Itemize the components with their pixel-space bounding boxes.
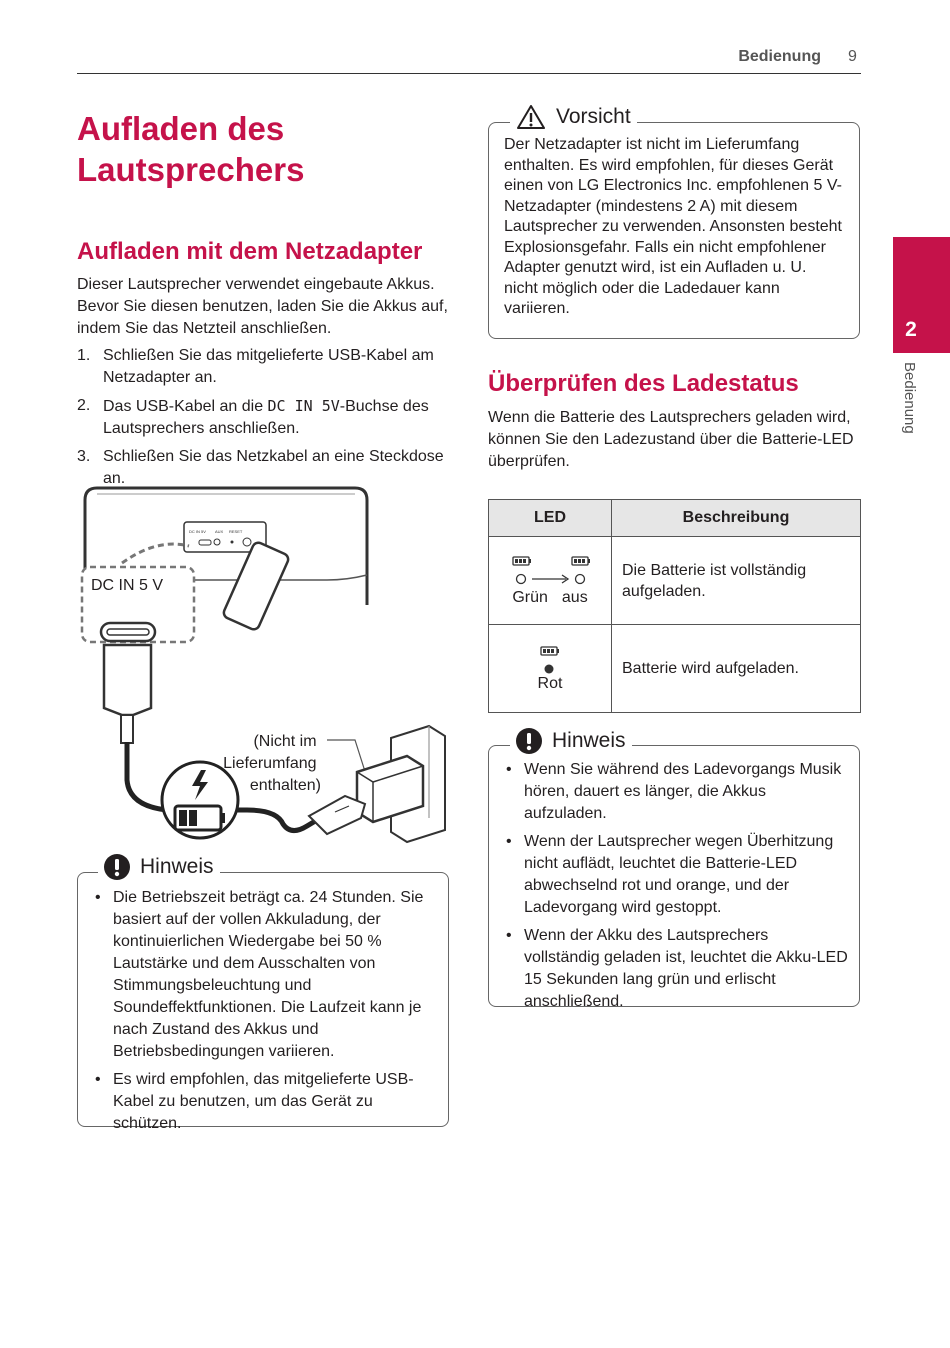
charging-illustration <box>77 480 457 845</box>
step-number: 1. <box>77 347 91 364</box>
step-number: 2. <box>77 397 91 414</box>
port-cover-flap <box>222 541 290 631</box>
step-item <box>77 395 457 440</box>
step-item <box>77 345 457 389</box>
adapter-note: (Nicht im Lieferumfang enthalten) <box>223 733 321 794</box>
note-item: • Wenn der Lautsprecher wegen Überhitzung nicht auflädt, leuchtet die Batterie-LED abwechselnd rot und orange, und der Ladevorgang wird gestoppt. <box>504 831 848 919</box>
note-title-right: Hinweis <box>552 729 626 752</box>
panel-label-aux: AUX <box>215 529 224 534</box>
usb-c-plug-tip <box>101 623 155 641</box>
table-row <box>489 625 861 713</box>
step-text-post: -Buchse des Lautsprechers anschließen. <box>103 398 429 437</box>
led-status-table <box>488 499 861 713</box>
usb-c-plug-body <box>104 645 151 715</box>
led-cell-full <box>489 537 612 625</box>
panel-label-dc: DC IN 5V <box>189 529 206 534</box>
note-list-right <box>504 759 848 1019</box>
table-header-row <box>489 500 861 537</box>
header-rule <box>77 73 861 74</box>
page-title: Aufladen des Lautsprechers <box>77 110 305 188</box>
exclamation-icon <box>516 728 542 754</box>
led-label-off: aus <box>561 588 588 606</box>
led-red-icon <box>535 645 565 675</box>
section-intro-netzadapter: Dieser Lautsprecher verwendet eingebaute Akkus. Bevor Sie diesen benutzen, laden Sie die Akkus auf, indem Sie das Netzteil anschließen. <box>77 276 448 337</box>
led-label-red: Rot <box>537 674 563 692</box>
warning-triangle-icon <box>516 104 546 130</box>
caution-title: Vorsicht <box>556 105 631 128</box>
note-title-left: Hinweis <box>140 855 214 878</box>
caution-text: Der Netzadapter ist nicht im Lieferumfang enthalten. Es wird empfohlen, für dieses Gerät einen von LG Electronics Inc. empfohlenen 5 V-Netzadapter (mindestens 2 A) mit diesem Lautsprecher zu verwenden. Ansonsten besteht Explosionsgefahr. Falls ein nicht empfohlener Adapter genutzt wird, ist ein Aufladen u. U. nicht möglich oder die Ladedauer kann variieren. <box>504 136 842 317</box>
page-number: 9 <box>848 48 857 65</box>
led-label-green: Grün <box>512 588 548 606</box>
note-heading-left <box>98 854 220 880</box>
note-item: • Wenn Sie während des Ladevorgangs Musik hören, dauert es länger, die Akkus aufzuladen. <box>504 759 848 825</box>
charging-steps <box>77 345 457 496</box>
note-item: • Die Betriebszeit beträgt ca. 24 Stunden. Sie basiert auf der vollen Akkuladung, der kontinuierlichen Wiedergabe bei 50 % Lautstärke und dem Ausschalten von Stimmungsbeleuchtung und Soundeffektfunktionen. Die Laufzeit kann je nach Zustand des Akkus und Betriebsbedingungen variieren. <box>93 887 443 1063</box>
step-number: 3. <box>77 448 91 465</box>
step-text-pre: Das USB-Kabel an die <box>103 398 268 415</box>
port-callout-label: DC IN 5 V <box>91 577 164 594</box>
running-header-section: Bedienung <box>738 48 821 65</box>
step-port-code: DC IN 5V <box>267 397 340 415</box>
section-intro-ladestatus: Wenn die Batterie des Lautsprechers geladen wird, können Sie den Ladezustand über die Batterie-LED überprüfen. <box>488 409 854 470</box>
column-header-led: LED <box>489 500 612 537</box>
panel-label-reset: RESET <box>229 529 243 534</box>
led-green-off-icon <box>500 555 600 589</box>
column-header-description: Beschreibung <box>612 500 861 537</box>
caution-heading <box>510 104 637 130</box>
led-cell-charging <box>489 625 612 713</box>
chapter-number: 2 <box>905 318 917 341</box>
section-heading-ladestatus: Überprüfen des Ladestatus <box>488 370 799 397</box>
note-item: • Es wird empfohlen, das mitgelieferte USB-Kabel zu benutzen, um das Gerät zu schützen. <box>93 1069 443 1135</box>
usb-a-plug <box>309 796 365 834</box>
led-description-full: Die Batterie ist vollständig aufgeladen. <box>612 537 861 625</box>
led-description-charging: Batterie wird aufgeladen. <box>612 625 861 713</box>
chapter-label-wrap <box>901 362 950 434</box>
note-heading-right <box>510 728 632 754</box>
note-item: • Wenn der Akku des Lautsprechers vollständig geladen ist, leuchtet die Akku-LED 15 Sekunden lang grün und erlischt anschließend. <box>504 925 848 1013</box>
chapter-label: Bedienung <box>901 362 918 434</box>
step-text: Schließen Sie das Netzkabel an eine Steckdose an. <box>103 448 444 487</box>
note-list-left <box>93 887 443 1141</box>
table-row <box>489 537 861 625</box>
section-heading-netzadapter: Aufladen mit dem Netzadapter <box>77 238 423 265</box>
step-text: Schließen Sie das mitgelieferte USB-Kabel am Netzadapter an. <box>103 347 434 386</box>
exclamation-icon <box>104 854 130 880</box>
